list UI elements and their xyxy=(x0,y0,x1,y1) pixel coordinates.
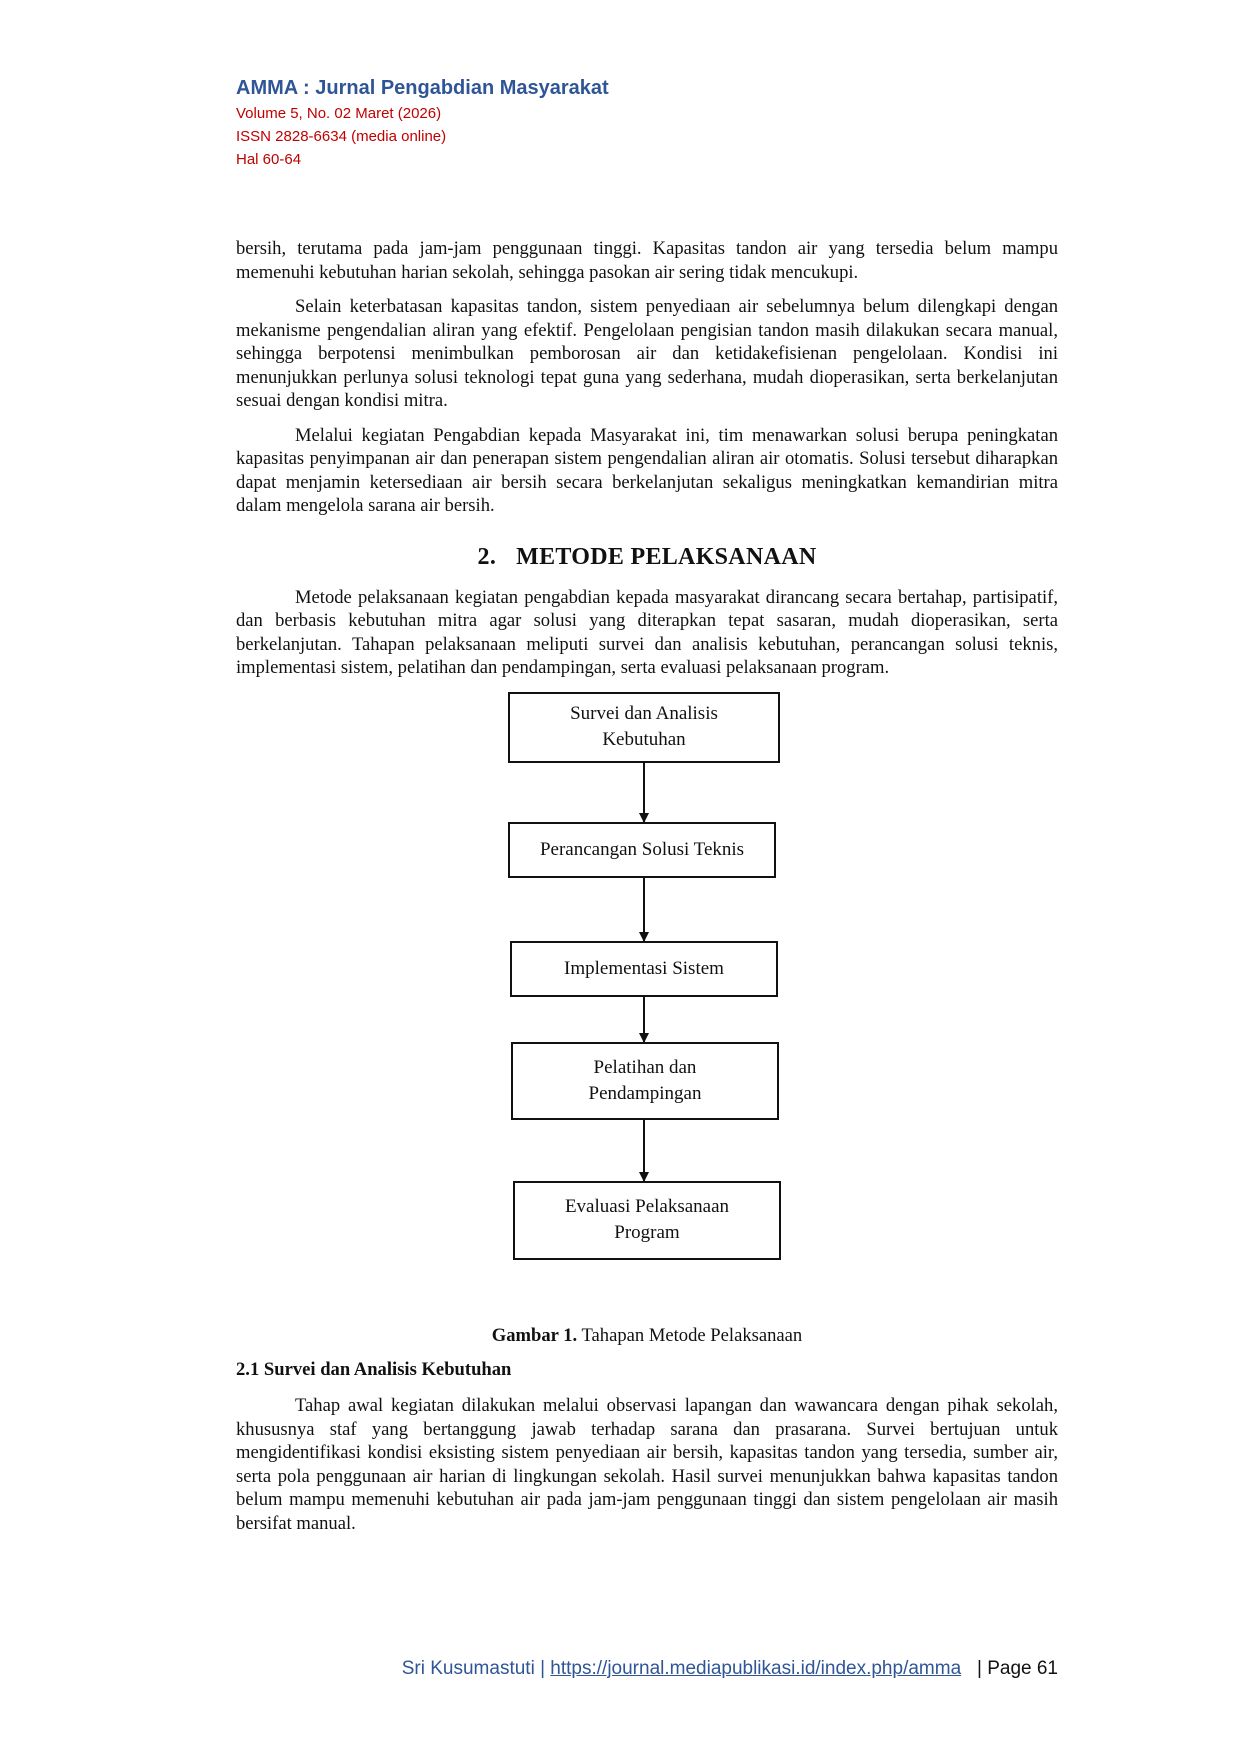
journal-issn: ISSN 2828-6634 (media online) xyxy=(236,128,447,145)
flowchart xyxy=(236,692,1058,1313)
step-text: Program xyxy=(614,1222,680,1243)
paragraph: Melalui kegiatan Pengabdian kepada Masyarakat ini, tim menawarkan solusi berupa peningkatan kapasitas penyimpanan air dan penerapan sistem pengendalian aliran air otomatis. Solusi tersebut diharapkan dapat menjamin ketersediaan air bersih secara berkelanjutan sekaligus meningkatkan kemandirian mitra dalam mengelola sarana air bersih. xyxy=(236,424,1058,516)
flow-step-survei xyxy=(508,692,780,763)
section-heading xyxy=(236,542,1058,572)
journal-pages: Hal 60-64 xyxy=(236,151,302,168)
step-text: Implementasi Sistem xyxy=(564,957,724,979)
journal-link[interactable]: https://journal.mediapublikasi.id/index.php/amma xyxy=(550,1658,962,1679)
paragraph: Selain keterbatasan kapasitas tandon, sistem penyediaan air sebelumnya belum dilengkapi dengan mekanisme pengendalian aliran yang efektif. Pengelolaan pengisian tandon masih dilakukan secara manual, sehingga berpotensi menimbulkan pemborosan air dan ketidakefisienan pengelolaan. Kondisi ini menunjukkan perlunya solusi teknologi tepat guna yang sederhana, mudah dioperasikan, serta berkelanjutan sesuai dengan kondisi mitra. xyxy=(236,296,1058,411)
paragraph: bersih, terutama pada jam-jam penggunaan tinggi. Kapasitas tandon air yang tersedia belum mampu memenuhi kebutuhan harian sekolah, sehingga pasokan air sering tidak mencukupi. xyxy=(236,238,1058,283)
paragraph: Tahap awal kegiatan dilakukan melalui observasi lapangan dan wawancara dengan pihak sekolah, khususnya staf yang bertanggung jawab terhadap sarana dan prasarana. Survei bertujuan untuk mengidentifikasi kondisi eksisting sistem penyediaan air bersih, kapasitas tandon yang tersedia, sumber air, serta pola penggunaan air harian di lingkungan sekolah. Hasil survei menunjukkan bahwa kapasitas tandon belum mampu memenuhi kebutuhan air pada jam-jam penggunaan tinggi dan sistem pengelolaan air masih bersifat manual. xyxy=(236,1395,1058,1534)
subsection-heading: 2.1 Survei dan Analisis Kebutuhan xyxy=(236,1359,512,1380)
flow-step-perancangan xyxy=(508,822,776,878)
page-number: | Page 61 xyxy=(976,1658,1058,1679)
journal-header xyxy=(236,74,609,171)
step-text: Survei dan Analisis xyxy=(570,703,718,724)
flow-step-evaluasi xyxy=(513,1181,781,1260)
step-text: Kebutuhan xyxy=(602,729,686,750)
step-text: Pendampingan xyxy=(588,1082,702,1104)
article-body xyxy=(236,237,1058,1535)
section-number: 2. xyxy=(477,543,497,570)
flow-step-implementasi xyxy=(510,941,778,997)
figure-caption xyxy=(236,1324,1058,1348)
paragraph: Metode pelaksanaan kegiatan pengabdian kepada masyarakat dirancang secara bertahap, partisipatif, dan berbasis kebutuhan mitra agar solusi yang diterapkan tepat sasaran, mudah dioperasikan, serta berkelanjutan. Tahapan pelaksanaan meliputi survei dan analisis kebutuhan, perancangan solusi teknis, implementasi sistem, pelatihan dan pendampingan, serta evaluasi pelaksanaan program. xyxy=(236,586,1058,678)
step-text: Pelatihan dan xyxy=(593,1056,697,1078)
caption-label: Gambar 1. xyxy=(491,1324,578,1346)
step-text: Perancangan Solusi Teknis xyxy=(539,838,745,860)
journal-title: AMMA : Jurnal Pengabdian Masyarakat xyxy=(236,77,609,99)
caption-text: Tahapan Metode Pelaksanaan xyxy=(581,1324,803,1346)
section-title: METODE PELAKSANAAN xyxy=(516,543,817,570)
step-text: Evaluasi Pelaksanaan xyxy=(564,1196,730,1217)
footer-author: Sri Kusumastuti | xyxy=(401,1658,546,1679)
journal-volume: Volume 5, No. 02 Maret (2026) xyxy=(236,105,442,122)
page-footer xyxy=(0,1658,1058,1680)
flow-step-pelatihan xyxy=(511,1042,779,1120)
